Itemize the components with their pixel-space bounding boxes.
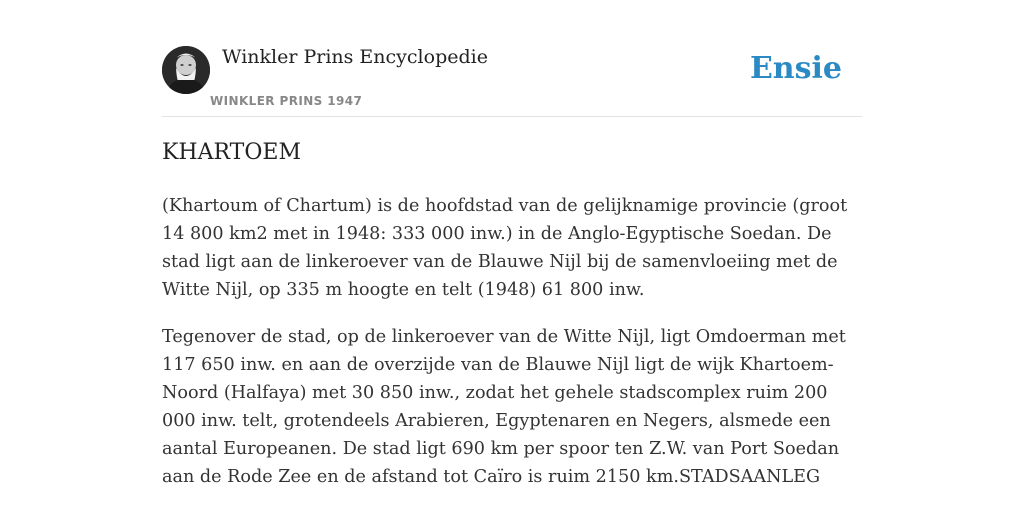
article-paragraph: (Khartoum of Chartum) is de hoofdstad van de gelijknamige provincie (groot 14 800 km2 met in 1948: 333 000 inw.) in de Anglo-Egyptische Soedan. De stad ligt aan de linkeroever van de Blauwe Nijl bij de samenvloeiing met de Witte Nijl, op 335 m hoogte en telt (1948) 61 800 inw. — [162, 196, 848, 300]
article-body — [162, 192, 852, 510]
bearded-man-portrait-icon — [162, 46, 210, 94]
article-paragraph: Tegenover de stad, op de linkeroever van de Witte Nijl, ligt Omdoerman met 117 650 inw. en aan de overzijde van de Blauwe Nijl ligt de wijk Khartoem-Noord (Halfaya) met 30 850 inw., zodat het gehele stadscomplex ruim 200 000 inw. telt, grotendeels Arabieren, Egyptenaren en Negers, alsmede een aantal Europeanen. De stad ligt 690 km per spoor ten Z.W. van Port Soedan aan de Rode Zee en de afstand tot Caïro is ruim 2150 km.STADSAANLEG — [162, 327, 846, 487]
source-title[interactable]: Winkler Prins Encyclopedie — [222, 46, 488, 68]
avatar[interactable] — [162, 46, 210, 94]
article-title: KHARTOEM — [162, 140, 301, 165]
ensie-logo-link[interactable]: Ensie — [749, 51, 842, 86]
header — [162, 40, 862, 117]
edition-label[interactable]: WINKLER PRINS 1947 — [210, 94, 363, 108]
